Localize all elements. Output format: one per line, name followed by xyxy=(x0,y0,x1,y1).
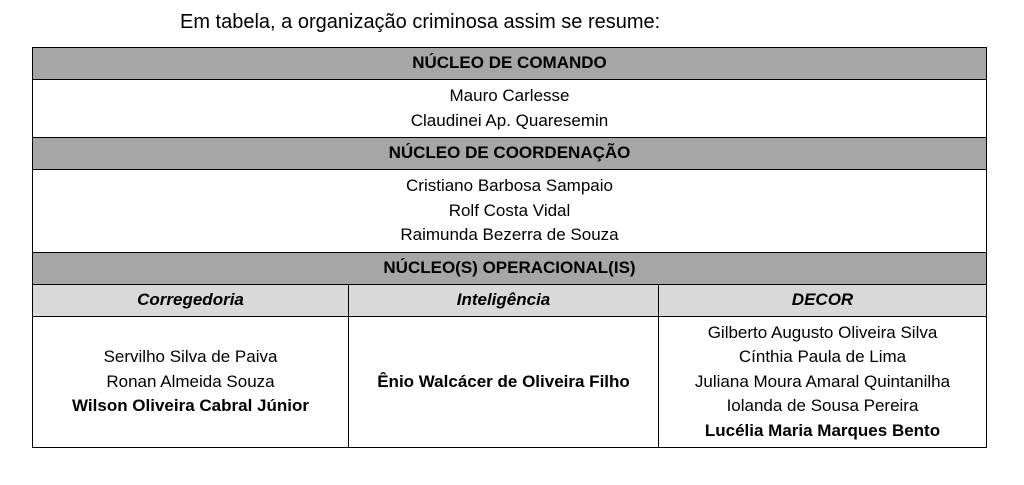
member-name: Cínthia Paula de Lima xyxy=(738,347,907,366)
member-name: Wilson Oliveira Cabral Júnior xyxy=(72,396,309,415)
member-name: Lucélia Maria Marques Bento xyxy=(704,420,941,440)
section-title-comando: NÚCLEO DE COMANDO xyxy=(33,48,987,80)
member-name: Juliana Moura Amaral Quintanilha xyxy=(694,371,951,391)
section-body-coordenacao xyxy=(33,170,987,253)
section-header-coordenacao xyxy=(33,138,987,170)
member-name: Claudinei Ap. Quaresemin xyxy=(410,110,609,130)
operacional-members-row xyxy=(33,316,987,448)
decor-members xyxy=(659,316,987,448)
section-title-operacional: NÚCLEO(S) OPERACIONAL(IS) xyxy=(33,252,987,284)
member-name: Servilho Silva de Paiva xyxy=(103,347,278,366)
member-name: Raimunda Bezerra de Souza xyxy=(400,225,619,244)
operacional-column-headers xyxy=(33,284,987,316)
section-header-operacional xyxy=(33,252,987,284)
column-header-decor: DECOR xyxy=(659,284,987,316)
member-name: Ronan Almeida Souza xyxy=(106,371,275,391)
comando-members xyxy=(33,80,987,138)
organization-table xyxy=(32,47,987,448)
coordenacao-members xyxy=(33,170,987,253)
member-name: Ênio Walcácer de Oliveira Filho xyxy=(377,371,630,391)
member-name: Rolf Costa Vidal xyxy=(448,200,571,220)
member-name: Cristiano Barbosa Sampaio xyxy=(406,176,613,195)
member-name: Mauro Carlesse xyxy=(449,86,570,105)
corregedoria-members xyxy=(33,316,349,448)
intro-text: Em tabela, a organização criminosa assim se resume: xyxy=(180,11,661,33)
section-title-coordenacao: NÚCLEO DE COORDENAÇÃO xyxy=(33,138,987,170)
inteligencia-members xyxy=(349,316,659,448)
column-header-inteligencia: Inteligência xyxy=(349,284,659,316)
section-body-comando xyxy=(33,80,987,138)
member-name: Iolanda de Sousa Pereira xyxy=(726,396,919,415)
column-header-corregedoria: Corregedoria xyxy=(33,284,349,316)
member-name: Gilberto Augusto Oliveira Silva xyxy=(707,322,938,342)
section-header-comando xyxy=(33,48,987,80)
